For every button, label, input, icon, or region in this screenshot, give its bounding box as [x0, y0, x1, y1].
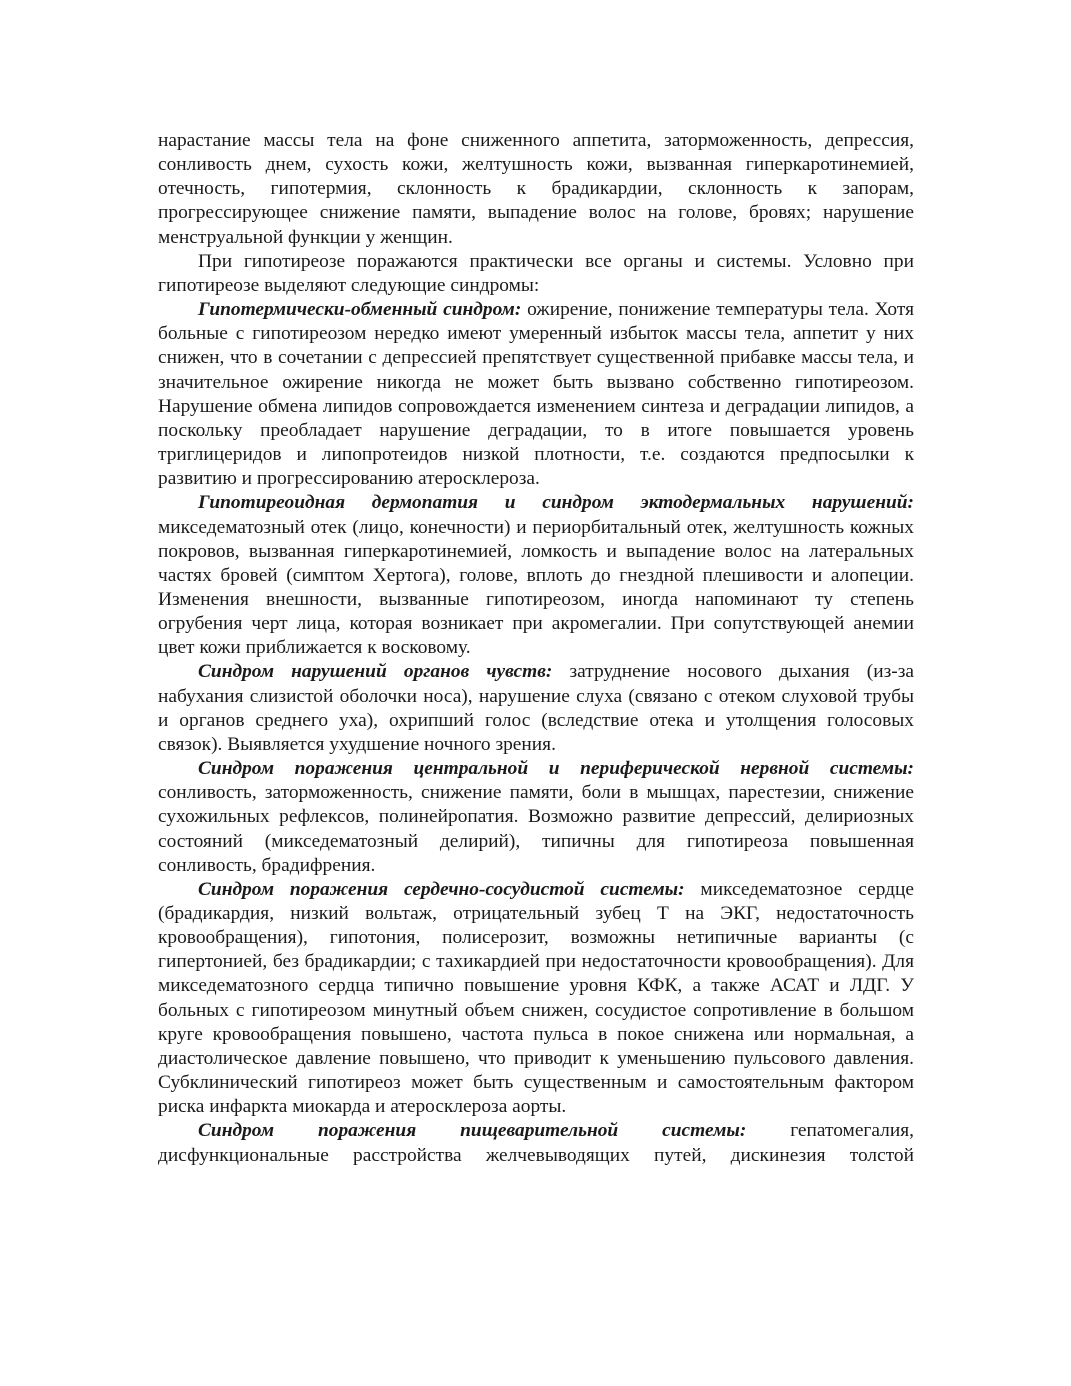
syndrome-term: Синдром поражения пищеварительной системы: [198, 1120, 747, 1142]
syndrome-term: Гипотиреоидная дермопатия и синдром эктодермальных нарушений: [198, 492, 914, 514]
paragraph-text: ожирение, понижение температуры тела. Хотя больные с гипотиреозом нередко имеют умеренный избыток массы тела, аппетит у них снижен, что в сочетании с депрессией препятствует существенной прибавке массы тела, и значительное ожирение никогда не может быть вызвано собственно гипотиреозом. Нарушение обмена липидов сопровождается изменением синтеза и деградации липидов, а поскольку преобладает нарушение деградации, то в итоге повышается уровень триглицеридов и липопротеидов низкой плотности, т.е. создаются предпосылки к развитию и прогрессированию атеросклероза. [158, 299, 914, 490]
paragraph-syndromes-intro [158, 250, 914, 298]
paragraph-text: микседематозное сердце (брадикардия, низкий вольтаж, отрицательный зубец Т на ЭКГ, недостаточность кровообращения), гипотония, полисерозит, возможны нетипичные варианты (с гипертонией, без брадикардии; с тахикардией при недостаточности кровообращения). Для микседематозного сердца типично повышение уровня КФК, а также АСАТ и ЛДГ. У больных с гипотиреозом минутный объем снижен, сосудистое сопротивление в большом круге кровообращения повышено, частота пульса в покое снижена или нормальная, а диастолическое давление повышено, что приводит к уменьшению пульсового давления. Субклинический гипотиреоз может быть существенным и самостоятельным фактором риска инфаркта миокарда и атеросклероза аорты. [158, 878, 914, 1118]
paragraph-cardiovascular-syndrome [158, 878, 914, 1120]
document-page [158, 129, 914, 1168]
syndrome-term: Синдром поражения центральной и периферической нервной системы: [198, 758, 914, 780]
paragraph-sensory-syndrome [158, 660, 914, 757]
paragraph-digestive-syndrome [158, 1119, 914, 1167]
paragraph-text: При гипотиреозе поражаются практически все органы и системы. Условно при гипотиреозе выделяют следующие синдромы: [158, 250, 914, 296]
paragraph-hypothermic-syndrome [158, 298, 914, 491]
paragraph-text: сонливость, заторможенность, снижение памяти, боли в мышцах, парестезии, снижение сухожильных рефлексов, полинейропатия. Возможно развитие депрессий, делириозных состояний (микседематозный делирий), типичны для гипотиреоза повышенная сонливость, брадифрения. [158, 782, 914, 876]
paragraph-text: нарастание массы тела на фоне сниженного аппетита, заторможенность, депрессия, сонливость днем, сухость кожи, желтушность кожи, вызванная гиперкаротинемией, отечность, гипотермия, склонность к брадикардии, склонность к запорам, прогрессирующее снижение памяти, выпадение волос на голове, бровях; нарушение менструальной функции у женщин. [158, 130, 914, 248]
syndrome-term: Синдром нарушений органов чувств: [198, 661, 553, 683]
paragraph-text: гепатомегалия, дисфункциональные расстройства желчевыводящих путей, дискинезия толстой [158, 1120, 914, 1166]
paragraph-text: микседематозный отек (лицо, конечности) и периорбитальный отек, желтушность кожных покровов, вызванная гиперкаротинемией, ломкость и выпадение волос на латеральных частях бровей (симптом Хертога), голове, вплоть до гнездной плешивости и алопеции. Изменения внешности, вызванные гипотиреозом, иногда напоминают ту степень огрубения черт лица, которая возникает при акромегалии. При сопутствующей анемии цвет кожи приближается к восковому. [158, 516, 914, 659]
syndrome-term: Синдром поражения сердечно-сосудистой системы: [198, 878, 685, 900]
paragraph-nervous-syndrome [158, 757, 914, 878]
paragraph-dermopathy-syndrome [158, 491, 914, 660]
paragraph-text: затруднение носового дыхания (из-за набухания слизистой оболочки носа), нарушение слуха (связано с отеком слуховой трубы и органов среднего уха), охрипший голос (вследствие отека и утолщения голосовых связок). Выявляется ухудшение ночного зрения. [158, 661, 914, 755]
paragraph-intro-continuation [158, 129, 914, 250]
syndrome-term: Гипотермически-обменный синдром: [198, 299, 522, 321]
